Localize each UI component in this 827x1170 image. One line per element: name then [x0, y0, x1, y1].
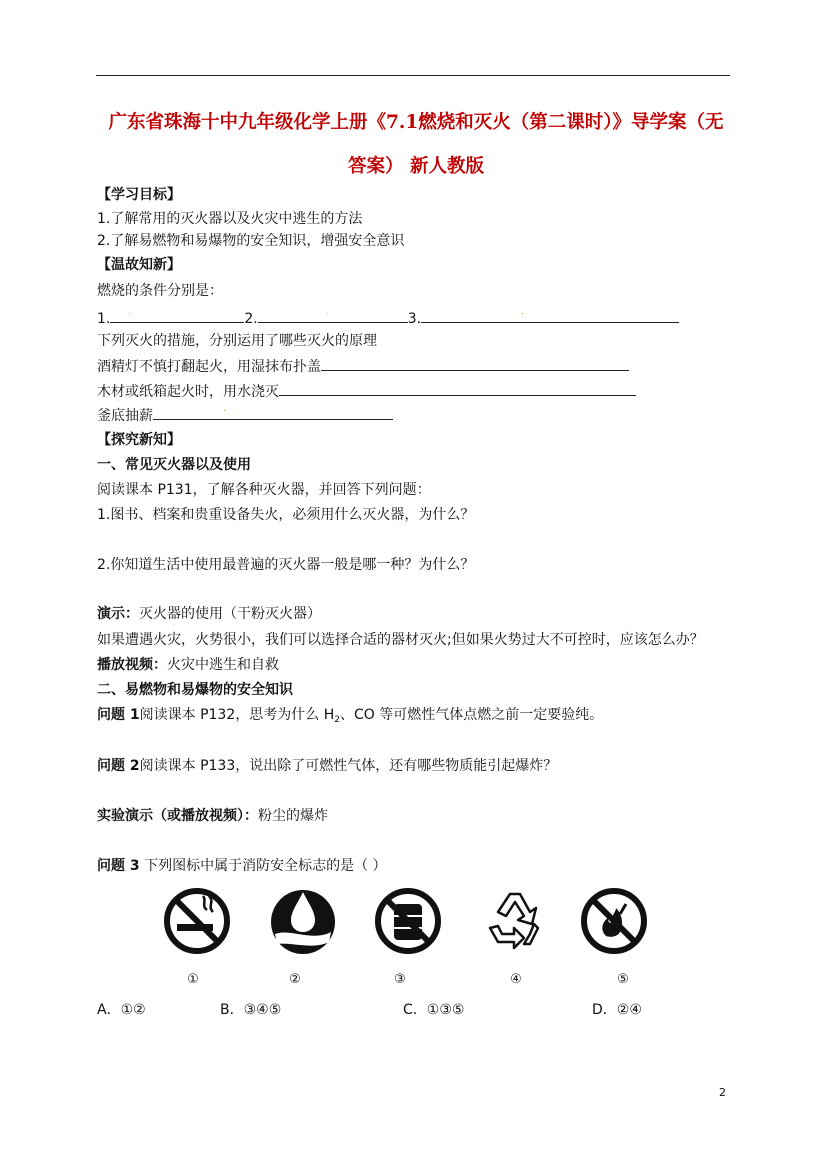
measure-3-blank[interactable] [153, 405, 393, 420]
problem-2-text: 阅读课本 P133，说出除了可燃性气体，还有哪些物质能引起爆炸？ [139, 758, 558, 774]
document-title-line-2: 答案） 新人教版 [348, 156, 484, 177]
mark-dot: . [521, 307, 524, 317]
measures-question: 下列灭火的措施，分别运用了哪些灭火的原理 [97, 333, 377, 349]
mark-dot: . [223, 404, 226, 414]
measure-2-blank[interactable] [279, 381, 636, 396]
measure-2-text: 木材或纸箱起火时，用水浇灭 [97, 384, 279, 400]
condition-2-blank[interactable] [258, 308, 408, 323]
experiment-line [97, 807, 328, 825]
subscript-2: 2 [334, 715, 340, 725]
problem-2-line [97, 757, 557, 775]
icon-number-1: ① [187, 972, 199, 987]
condition-3-blank[interactable] [421, 308, 679, 323]
conditions-line [97, 308, 679, 328]
demo-text: 灭火器的使用（干粉灭火器） [139, 606, 321, 622]
measure-1-blank[interactable] [321, 356, 629, 371]
page-number: 2 [719, 1086, 726, 1099]
experiment-text: 粉尘的爆炸 [258, 808, 328, 824]
problem-1-line [97, 706, 603, 729]
demo-label: 演示： [97, 606, 139, 622]
problem-3-label: 问题 3 [97, 858, 140, 874]
problem-3-line [97, 857, 387, 875]
goal-item-1: 1.了解常用的灭火器以及火灾中逃生的方法 [97, 211, 363, 227]
question-1: 1.图书、档案和贵重设备失火，必须用什么灭火器，为什么？ [97, 507, 475, 523]
document-title-line-1: 广东省珠海十中九年级化学上册《7.1燃烧和灭火（第二课时）》导学案（无 [108, 112, 724, 133]
problem-2-label: 问题 2 [97, 758, 140, 774]
section-heading-explore: 【探究新知】 [97, 432, 181, 448]
icon-number-3: ③ [394, 972, 406, 987]
icon-number-5: ⑤ [617, 972, 629, 987]
video-line [97, 656, 279, 674]
no-fuel-barrel-icon [374, 884, 442, 960]
problem-3-text: 下列图标中属于消防安全标志的是（ ） [139, 858, 387, 874]
part-2-heading: 二、易燃物和易爆物的安全知识 [97, 682, 293, 698]
problem-1-label: 问题 1 [97, 707, 140, 723]
condition-3-label: 3. [407, 311, 422, 327]
problem-1-text-a: 阅读课本 P132，思考为什么 H [139, 707, 335, 723]
demo-line [97, 605, 321, 623]
condition-1-blank[interactable] [110, 308, 244, 323]
section-heading-goals: 【学习目标】 [97, 187, 181, 203]
question-2: 2.你知道生活中使用最普遍的灭火器一般是哪一种？为什么？ [97, 557, 475, 573]
review-question: 燃烧的条件分别是： [97, 283, 223, 299]
condition-1-label: 1. [97, 311, 111, 327]
fire-question: 如果遭遇火灾，火势很小，我们可以选择合适的器材灭火;但如果火势过大不可控时，应该怎么办？ [97, 632, 704, 648]
measure-2-line [97, 381, 636, 401]
goal-item-2: 2.了解易燃物和易爆物的安全知识，增强安全意识 [97, 233, 405, 249]
measure-1-text: 酒精灯不慎打翻起火，用湿抹布扑盖 [97, 359, 321, 375]
water-drop-icon [269, 884, 337, 960]
choice-b[interactable]: B．③④⑤ [220, 1002, 282, 1018]
measure-1-line [97, 356, 629, 376]
problem-1-text-b: 、CO 等可燃性气体点燃之前一定要验纯。 [339, 707, 604, 723]
choice-d[interactable]: D．②④ [592, 1002, 642, 1018]
no-smoking-icon [163, 884, 231, 960]
header-rule [96, 75, 730, 76]
choice-a[interactable]: A．①② [97, 1002, 146, 1018]
mark-dot: . [325, 307, 329, 317]
recycle-icon [480, 884, 548, 960]
experiment-label: 实验演示（或播放视频）： [97, 808, 258, 824]
part-1-heading: 一、常见灭火器以及使用 [97, 457, 251, 473]
icon-number-2: ② [289, 972, 301, 987]
choice-c[interactable]: C．①③⑤ [403, 1002, 465, 1018]
no-fire-icon [580, 884, 648, 960]
video-text: 火灾中逃生和自救 [167, 657, 279, 673]
condition-2-label: 2. [244, 311, 258, 327]
measure-3-text: 釜底抽薪 [97, 408, 153, 424]
measure-3-line [97, 405, 393, 425]
section-heading-review: 【温故知新】 [97, 257, 181, 273]
mark-dot: . [128, 307, 132, 317]
video-label: 播放视频： [97, 657, 167, 673]
read-instruction-1: 阅读课本 P131，了解各种灭火器，并回答下列问题： [97, 482, 431, 498]
icon-number-4: ④ [510, 972, 522, 987]
